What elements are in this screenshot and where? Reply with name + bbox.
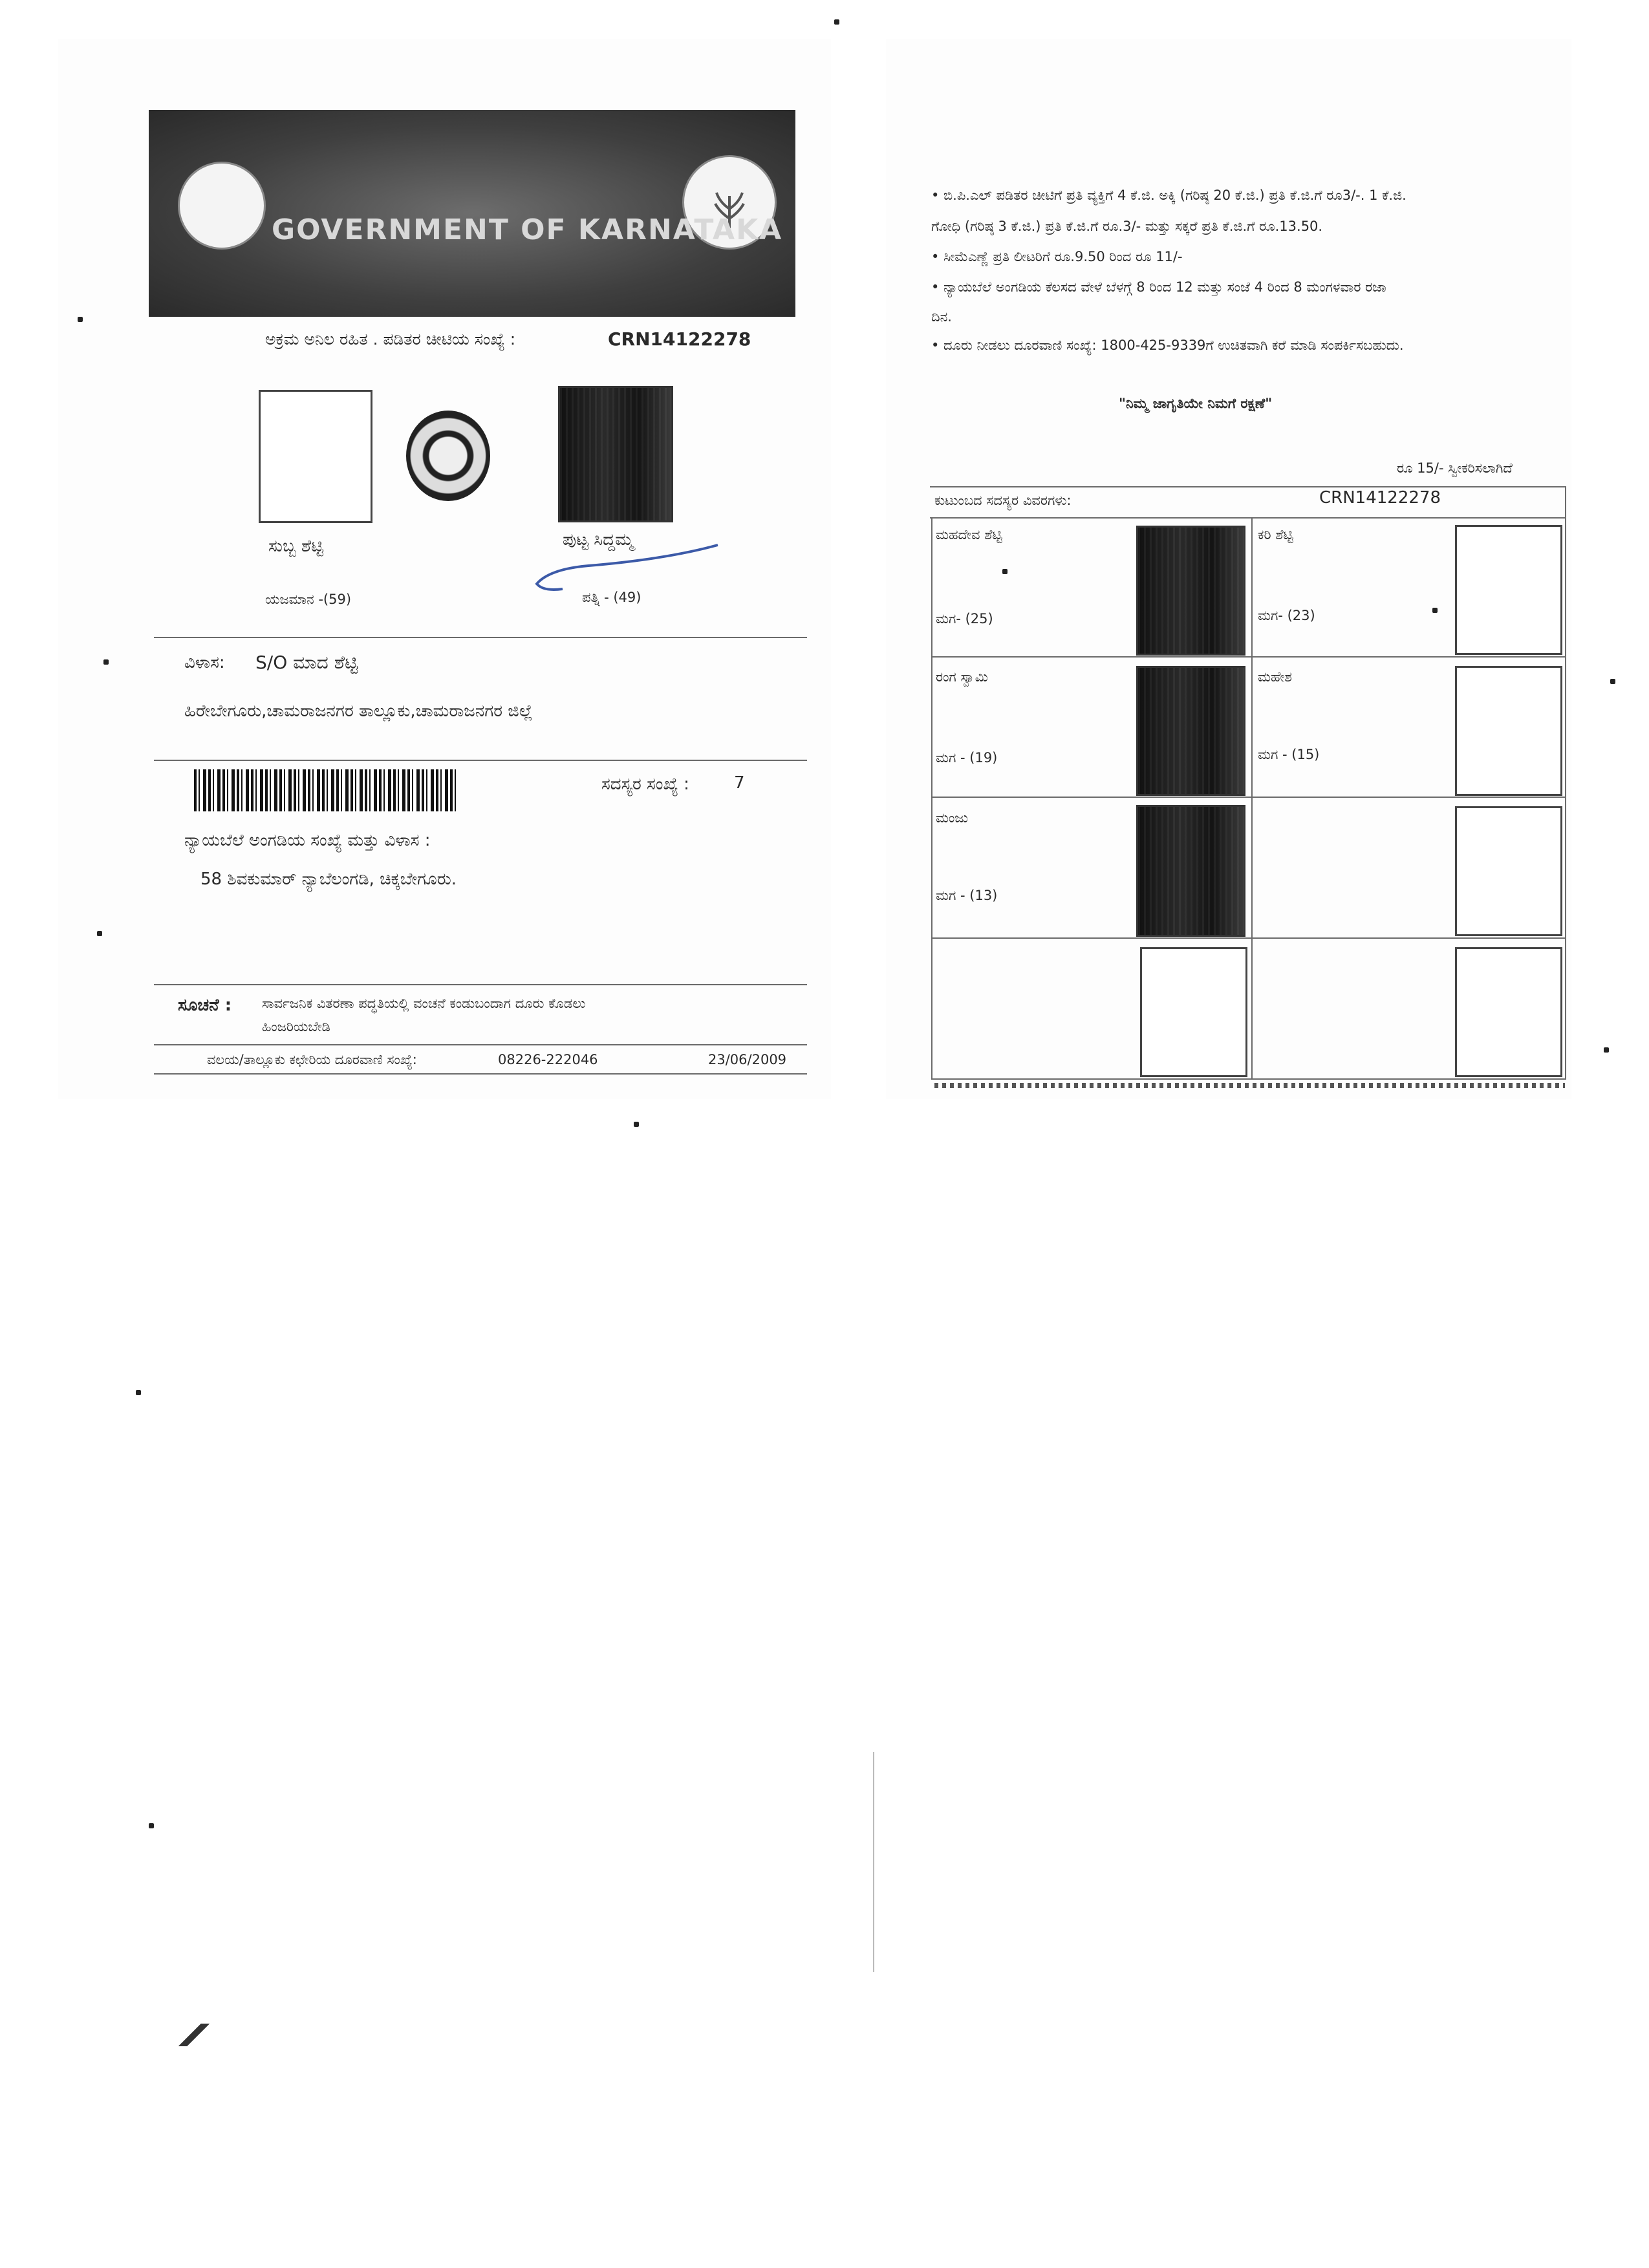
member-8-photo-box xyxy=(1455,947,1562,1077)
notice-line-2: ಹಿಂಜರಿಯಬೇಡಿ xyxy=(262,1019,330,1034)
member-5-relation: ಮಗ - (13) xyxy=(936,888,998,903)
notice-label: ಸೂಚನೆ : xyxy=(178,996,232,1015)
rules-bullet-3a: • ನ್ಯಾಯಬೆಲೆ ಅಂಗಡಿಯ ಕೆಲಸದ ವೇಳೆ ಬೆಳಗ್ಗೆ 8 ರಿಂದ 12 ಮತ್ತು ಸಂಜೆ 4 ರಿಂದ 8 ಮಂಗಳವಾರ ರಜಾ xyxy=(931,279,1386,295)
rules-bullet-2: • ಸೀಮೆಎಣ್ಣೆ ಪ್ರತಿ ಲೀಟರಿಗೆ ರೂ.9.50 ರಿಂದ ರೂ 11/- xyxy=(931,249,1183,264)
card-number-label: ಅಕ್ರಮ ಅನಿಲ ರಹಿತ . ಪಡಿತರ ಚೀಟಿಯ ಸಂಖ್ಯೆ : xyxy=(265,330,516,348)
member-3-photo xyxy=(1136,666,1245,796)
head-role: ಯಜಮಾನ -(59) xyxy=(265,592,352,607)
members-count-label: ಸದಸ್ಯರ ಸಂಖ್ಯೆ : xyxy=(601,775,689,794)
wife-name: ಪುಟ್ಟ ಸಿದ್ದಮ್ಮ xyxy=(563,530,634,550)
head-name: ಸುಬ್ಬ ಶೆಟ್ಟಿ xyxy=(268,537,324,556)
notice-line-1: ಸಾರ್ವಜನಿಕ ವಿತರಣಾ ಪದ್ಧತಿಯಲ್ಲಿ ವಂಚನೆ ಕಂಡುಬಂದಾಗ ದೂರು ಕೊಡಲು xyxy=(262,996,586,1011)
member-2-relation: ಮಗ- (23) xyxy=(1258,608,1315,623)
rules-bullet-3b: ದಿನ. xyxy=(931,309,952,325)
shop-address: 58 ಶಿವಕುಮಾರ್ ನ್ಯಾಬೆಲಂಗಡಿ, ಚಿಕ್ಕಬೇಗೂರು. xyxy=(200,870,457,889)
scan-mark xyxy=(178,2024,213,2046)
back-card-number: CRN14122278 xyxy=(1319,488,1441,508)
member-1-photo xyxy=(1136,526,1245,656)
perforation-edge xyxy=(934,1083,1565,1088)
member-7-photo-box xyxy=(1140,947,1247,1077)
address-label: ವಿಳಾಸ: xyxy=(184,653,225,672)
member-2-photo-box xyxy=(1455,525,1562,655)
office-phone-label: ವಲಯ/ತಾಲ್ಲೂಕು ಕಛೇರಿಯ ದೂರವಾಣಿ ಸಂಖ್ಯೆ: xyxy=(207,1052,417,1067)
barcode xyxy=(194,769,456,811)
member-1-name: ಮಹದೇವ ಶೆಟ್ಟಿ xyxy=(936,527,1002,542)
card-number: CRN14122278 xyxy=(608,328,751,350)
address-line: ಹಿರೇಬೇಗೂರು,ಚಾಮರಾಜನಗರ ತಾಲ್ಲೂಕು,ಚಾಮರಾಜನಗರ ಜಿಲ್ಲೆ xyxy=(184,701,533,721)
member-4-name: ಮಹೇಶ xyxy=(1258,669,1292,685)
state-emblem-left xyxy=(178,162,266,250)
office-phone-number: 08226-222046 xyxy=(498,1052,598,1067)
rules-bullet-4: • ದೂರು ನೀಡಲು ದೂರವಾಣಿ ಸಂಖ್ಯೆ: 1800-425-9339ಗೆ ಉಚಿತವಾಗಿ ಕರೆ ಮಾಡಿ ಸಂಪರ್ಕಿಸಬಹುದು. xyxy=(931,337,1404,353)
rules-bullet-1a: • ಬಿ.ಪಿ.ಎಲ್ ಪಡಿತರ ಚೀಟಿಗೆ ಪ್ರತಿ ವ್ಯಕ್ತಿಗೆ 4 ಕೆ.ಜಿ. ಅಕ್ಕಿ (ಗರಿಷ್ಠ 20 ಕೆ.ಜಿ.) ಪ್ರತಿ ಕೆ.ಜಿ.ಗೆ ರೂ3/-. 1 ಕೆ.ಜಿ. xyxy=(931,187,1406,203)
member-5-photo xyxy=(1136,805,1245,937)
wife-role: ಪತ್ನಿ - (49) xyxy=(582,590,641,605)
member-3-name: ರಂಗ ಸ್ವಾಮಿ xyxy=(936,669,988,685)
head-photo-box xyxy=(259,390,372,523)
seal-stamp xyxy=(406,411,490,501)
member-4-relation: ಮಗ - (15) xyxy=(1258,747,1320,762)
member-2-name: ಕರಿ ಶೆಟ್ಟಿ xyxy=(1258,527,1293,542)
members-header: ಕುಟುಂಬದ ಸದಸ್ಯರ ವಿವರಗಳು: xyxy=(934,493,1072,508)
issue-date: 23/06/2009 xyxy=(708,1052,787,1067)
wife-photo xyxy=(558,386,673,522)
fee-note: ರೂ 15/- ಸ್ವೀಕರಿಸಲಾಗಿದೆ xyxy=(1397,460,1513,476)
rules-bullet-1b: ಗೋಧಿ (ಗರಿಷ್ಠ 3 ಕೆ.ಜಿ.) ಪ್ರತಿ ಕೆ.ಜಿ.ಗೆ ರೂ.3/- ಮತ್ತು ಸಕ್ಕರೆ ಪ್ರತಿ ಕೆ.ಜಿ.ಗೆ ರೂ.13.50. xyxy=(931,219,1323,234)
shop-label: ನ್ಯಾಯಬೆಲೆ ಅಂಗಡಿಯ ಸಂಖ್ಯೆ ಮತ್ತು ವಿಳಾಸ : xyxy=(184,831,431,850)
member-3-relation: ಮಗ - (19) xyxy=(936,750,998,765)
header-title: GOVERNMENT OF KARNATAKA xyxy=(272,213,783,246)
slogan: "ನಿಮ್ಮ ಜಾಗೃತಿಯೇ ನಿಮಗೆ ರಕ್ಷಣೆ" xyxy=(1119,396,1273,411)
member-4-photo-box xyxy=(1455,666,1562,796)
address-so: S/O ಮಾದ ಶೆಟ್ಟಿ xyxy=(255,652,358,673)
member-5-name: ಮಂಜು xyxy=(936,810,969,826)
member-6-photo-box xyxy=(1455,806,1562,936)
member-1-relation: ಮಗ- (25) xyxy=(936,611,993,626)
members-count: 7 xyxy=(734,773,745,793)
